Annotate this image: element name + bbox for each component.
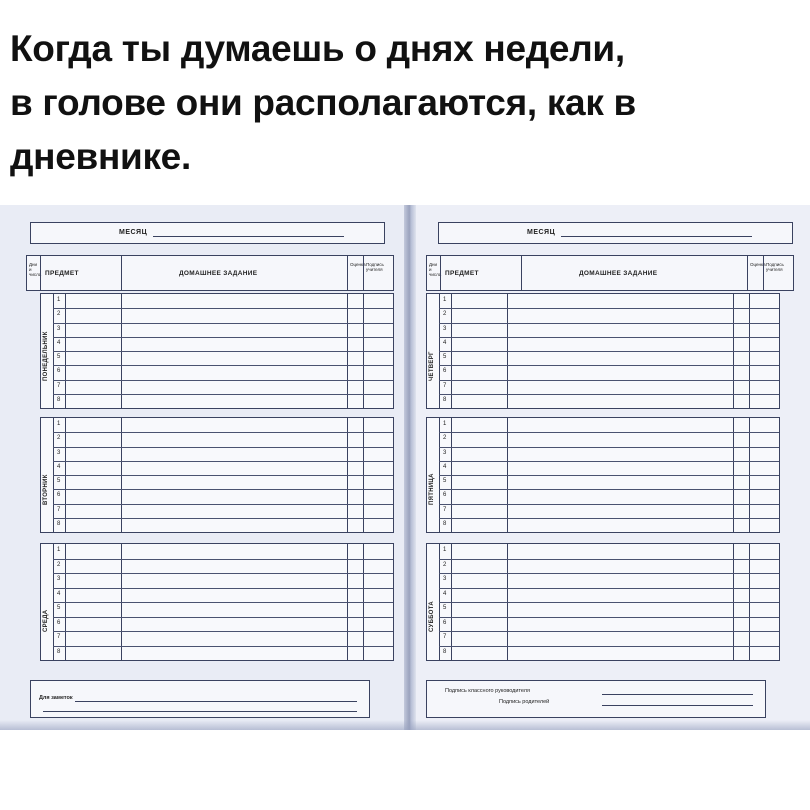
teacher-sign-column-label: Подпись учителя — [766, 262, 784, 272]
row-line — [439, 394, 779, 395]
weekday-name: ПОНЕДЕЛЬНИК — [43, 331, 49, 381]
lesson-number: 4 — [57, 463, 61, 470]
lesson-number: 8 — [57, 520, 61, 527]
lesson-number: 5 — [57, 478, 61, 485]
lesson-number: 3 — [57, 449, 61, 456]
lesson-number: 5 — [443, 478, 447, 485]
month-field — [438, 222, 793, 244]
row-line — [439, 461, 779, 462]
row-line — [53, 337, 393, 338]
lesson-number: 4 — [443, 590, 447, 597]
lesson-number: 3 — [443, 449, 447, 456]
lesson-number: 2 — [57, 311, 61, 318]
meme-caption — [10, 22, 800, 184]
row-line — [53, 447, 393, 448]
row-line — [439, 365, 779, 366]
caption-line-3: дневнике. — [10, 136, 191, 177]
month-line — [153, 236, 344, 237]
lesson-number: 3 — [57, 325, 61, 332]
day-block-friday — [426, 417, 780, 533]
lesson-number: 7 — [443, 506, 447, 513]
notes-label: Для заметок — [39, 695, 73, 701]
month-label: МЕСЯЦ — [527, 229, 556, 236]
row-line — [439, 323, 779, 324]
signatures-box — [426, 680, 766, 718]
lesson-number: 6 — [57, 619, 61, 626]
day-block-thursday — [426, 293, 780, 409]
month-field — [30, 222, 385, 244]
lesson-number: 8 — [57, 648, 61, 655]
row-line — [439, 559, 779, 560]
row-line — [439, 588, 779, 589]
grade-column-label: Оценка — [350, 262, 366, 267]
row-line — [53, 461, 393, 462]
row-line — [53, 559, 393, 560]
row-line — [439, 617, 779, 618]
row-line — [439, 380, 779, 381]
row-line — [439, 504, 779, 505]
lesson-number: 7 — [57, 506, 61, 513]
lesson-number: 5 — [443, 354, 447, 361]
class-teacher-sign-label: Подпись классного руководителя — [445, 688, 530, 694]
month-label: МЕСЯЦ — [119, 229, 148, 236]
lesson-number: 7 — [57, 634, 61, 641]
lesson-number: 4 — [443, 463, 447, 470]
page-shadow — [0, 720, 810, 730]
weekday-name: ЧЕТВЕРГ — [429, 351, 435, 381]
table-header — [26, 255, 394, 291]
lesson-number: 7 — [57, 382, 61, 389]
date-column-label: Дни и числа — [29, 262, 42, 277]
row-line — [439, 351, 779, 352]
lesson-number: 5 — [57, 354, 61, 361]
grade-column-label: Оценка — [750, 262, 766, 267]
day-block-tuesday — [40, 417, 394, 533]
day-block-saturday — [426, 543, 780, 661]
row-line — [53, 588, 393, 589]
lesson-number: 8 — [443, 648, 447, 655]
diary-right-page — [416, 205, 810, 730]
table-header — [426, 255, 794, 291]
lesson-number: 6 — [57, 492, 61, 499]
notes-box — [30, 680, 370, 718]
row-line — [53, 365, 393, 366]
row-line — [439, 432, 779, 433]
diary-left-page — [0, 205, 404, 730]
lesson-number: 6 — [443, 368, 447, 375]
row-line — [53, 631, 393, 632]
lesson-number: 4 — [57, 590, 61, 597]
caption-line-1: Когда ты думаешь о днях недели, — [10, 28, 625, 69]
row-line — [53, 646, 393, 647]
weekday-name: СРЕДА — [43, 609, 49, 632]
row-line — [53, 602, 393, 603]
lesson-number: 1 — [57, 297, 61, 304]
row-line — [53, 518, 393, 519]
homework-column-label: ДОМАШНЕЕ ЗАДАНИЕ — [579, 270, 658, 277]
lesson-number: 2 — [57, 561, 61, 568]
lesson-number: 8 — [57, 396, 61, 403]
lesson-number: 3 — [57, 576, 61, 583]
row-line — [439, 646, 779, 647]
subject-column-label: ПРЕДМЕТ — [45, 270, 79, 277]
lesson-number: 8 — [443, 396, 447, 403]
lesson-number: 1 — [443, 297, 447, 304]
row-line — [439, 631, 779, 632]
lesson-number: 5 — [443, 605, 447, 612]
month-line — [561, 236, 752, 237]
teacher-sign-column-label: Подпись учителя — [366, 262, 384, 272]
lesson-number: 4 — [57, 339, 61, 346]
lesson-number: 6 — [57, 368, 61, 375]
row-line — [439, 489, 779, 490]
row-line — [439, 475, 779, 476]
lesson-number: 7 — [443, 382, 447, 389]
lesson-number: 5 — [57, 605, 61, 612]
row-line — [53, 504, 393, 505]
day-block-wednesday — [40, 543, 394, 661]
lesson-number: 8 — [443, 520, 447, 527]
row-line — [439, 308, 779, 309]
row-line — [53, 617, 393, 618]
subject-column-label: ПРЕДМЕТ — [445, 270, 479, 277]
lesson-number: 2 — [443, 561, 447, 568]
lesson-number: 4 — [443, 339, 447, 346]
lesson-number: 3 — [443, 576, 447, 583]
row-line — [439, 602, 779, 603]
lesson-number: 2 — [443, 435, 447, 442]
row-line — [439, 518, 779, 519]
row-line — [439, 337, 779, 338]
date-column-label: Дни и числа — [429, 262, 442, 277]
lesson-number: 2 — [57, 435, 61, 442]
row-line — [439, 573, 779, 574]
day-block-monday — [40, 293, 394, 409]
lesson-number: 6 — [443, 619, 447, 626]
row-line — [53, 432, 393, 433]
lesson-number: 6 — [443, 492, 447, 499]
parent-sign-label: Подпись родителей — [499, 699, 550, 705]
homework-column-label: ДОМАШНЕЕ ЗАДАНИЕ — [179, 270, 258, 277]
row-line — [53, 323, 393, 324]
row-line — [53, 489, 393, 490]
row-line — [53, 308, 393, 309]
weekday-name: ПЯТНИЦА — [429, 473, 435, 505]
row-line — [53, 475, 393, 476]
lesson-number: 1 — [57, 421, 61, 428]
diary-spine — [404, 205, 416, 730]
row-line — [53, 573, 393, 574]
caption-line-2: в голове они располагаются, как в — [10, 82, 636, 123]
lesson-number: 2 — [443, 311, 447, 318]
lesson-number: 1 — [443, 547, 447, 554]
lesson-number: 1 — [57, 547, 61, 554]
weekday-name: СУББОТА — [429, 601, 435, 632]
lesson-number: 7 — [443, 634, 447, 641]
row-line — [53, 380, 393, 381]
row-line — [53, 394, 393, 395]
row-line — [53, 351, 393, 352]
row-line — [439, 447, 779, 448]
weekday-name: ВТОРНИК — [43, 474, 49, 505]
lesson-number: 3 — [443, 325, 447, 332]
lesson-number: 1 — [443, 421, 447, 428]
diary-photo — [0, 205, 810, 730]
